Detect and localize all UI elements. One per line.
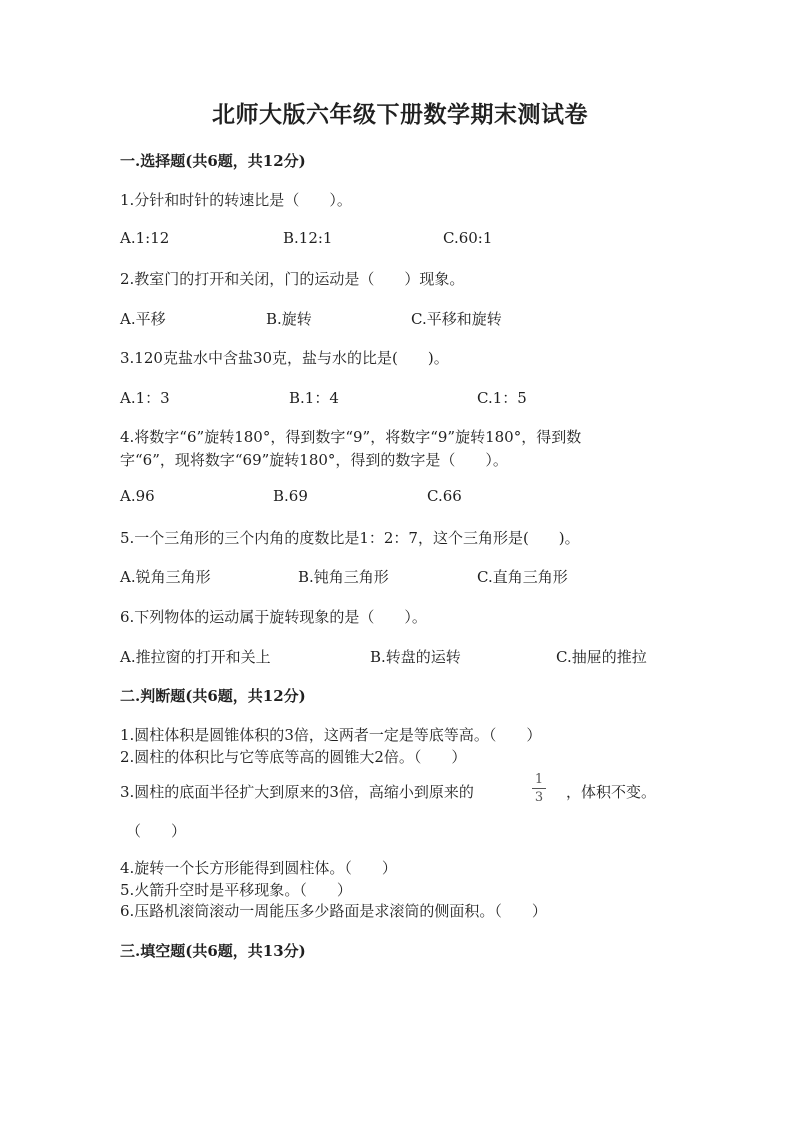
option-a: A.1：3	[120, 389, 170, 407]
option-a: A.推拉窗的打开和关上	[120, 648, 271, 666]
fraction-denominator: 3	[534, 790, 544, 805]
option-b: B.旋转	[266, 310, 312, 328]
option-a: A.1:12	[120, 229, 170, 247]
option-a: A.锐角三角形	[120, 568, 211, 586]
section-heading-choice: 一.选择题(共6题，共12分)	[120, 152, 306, 170]
option-a: A.96	[120, 487, 155, 505]
section-heading-fill-in: 三.填空题(共6题，共13分)	[120, 942, 306, 960]
question-text: 6.下列物体的运动属于旋转现象的是（ ）。	[120, 608, 427, 626]
question-text: 3.120克盐水中含盐30克，盐与水的比是( )。	[120, 349, 449, 367]
judgement-item: 2.圆柱的体积比与它等底等高的圆锥大2倍。（ ）	[120, 748, 467, 766]
option-a: A.平移	[120, 310, 166, 328]
option-c: C.平移和旋转	[411, 310, 502, 328]
page-title: 北师大版六年级下册数学期末测试卷	[212, 101, 588, 128]
option-b: B.钝角三角形	[298, 568, 389, 586]
option-c: C.直角三角形	[477, 568, 568, 586]
question-text: 1.分针和时针的转速比是（ ）。	[120, 191, 352, 209]
fraction-one-third	[532, 772, 546, 805]
judgement-item: 4.旋转一个长方形能得到圆柱体。（ ）	[120, 859, 397, 877]
question-text: 5.一个三角形的三个内角的度数比是1：2：7，这个三角形是( )。	[120, 529, 580, 547]
question-text: 2.教室门的打开和关闭，门的运动是（ ）现象。	[120, 270, 465, 288]
judgement-item: 6.压路机滚筒滚动一周能压多少路面是求滚筒的侧面积。（ ）	[120, 902, 547, 920]
fraction-numerator: 1	[534, 772, 544, 787]
judgement-item: 5.火箭升空时是平移现象。（ ）	[120, 881, 352, 899]
option-b: B.12:1	[283, 229, 333, 247]
option-c: C.抽屉的推拉	[556, 648, 647, 666]
answer-bracket: （ ）	[126, 822, 187, 840]
section-heading-judgement: 二.判断题(共6题，共12分)	[120, 687, 306, 705]
judgement-item-tail: ，体积不变。	[566, 783, 657, 801]
judgement-item: 3.圆柱的底面半径扩大到原来的3倍，高缩小到原来的	[120, 783, 474, 801]
option-b: B.69	[273, 487, 308, 505]
option-c: C.60:1	[443, 229, 493, 247]
question-text-continued: 字“6”，现将数字“69”旋转180°，得到的数字是（ ）。	[120, 451, 508, 469]
question-text: 4.将数字“6”旋转180°，得到数字“9”，将数字“9”旋转180°，得到数	[120, 428, 582, 446]
option-c: C.1：5	[477, 389, 527, 407]
fraction-bar	[532, 788, 546, 789]
option-b: B.转盘的运转	[370, 648, 461, 666]
judgement-item: 1.圆柱体积是圆锥体积的3倍，这两者一定是等底等高。（ ）	[120, 726, 542, 744]
option-b: B.1：4	[289, 389, 339, 407]
option-c: C.66	[427, 487, 462, 505]
